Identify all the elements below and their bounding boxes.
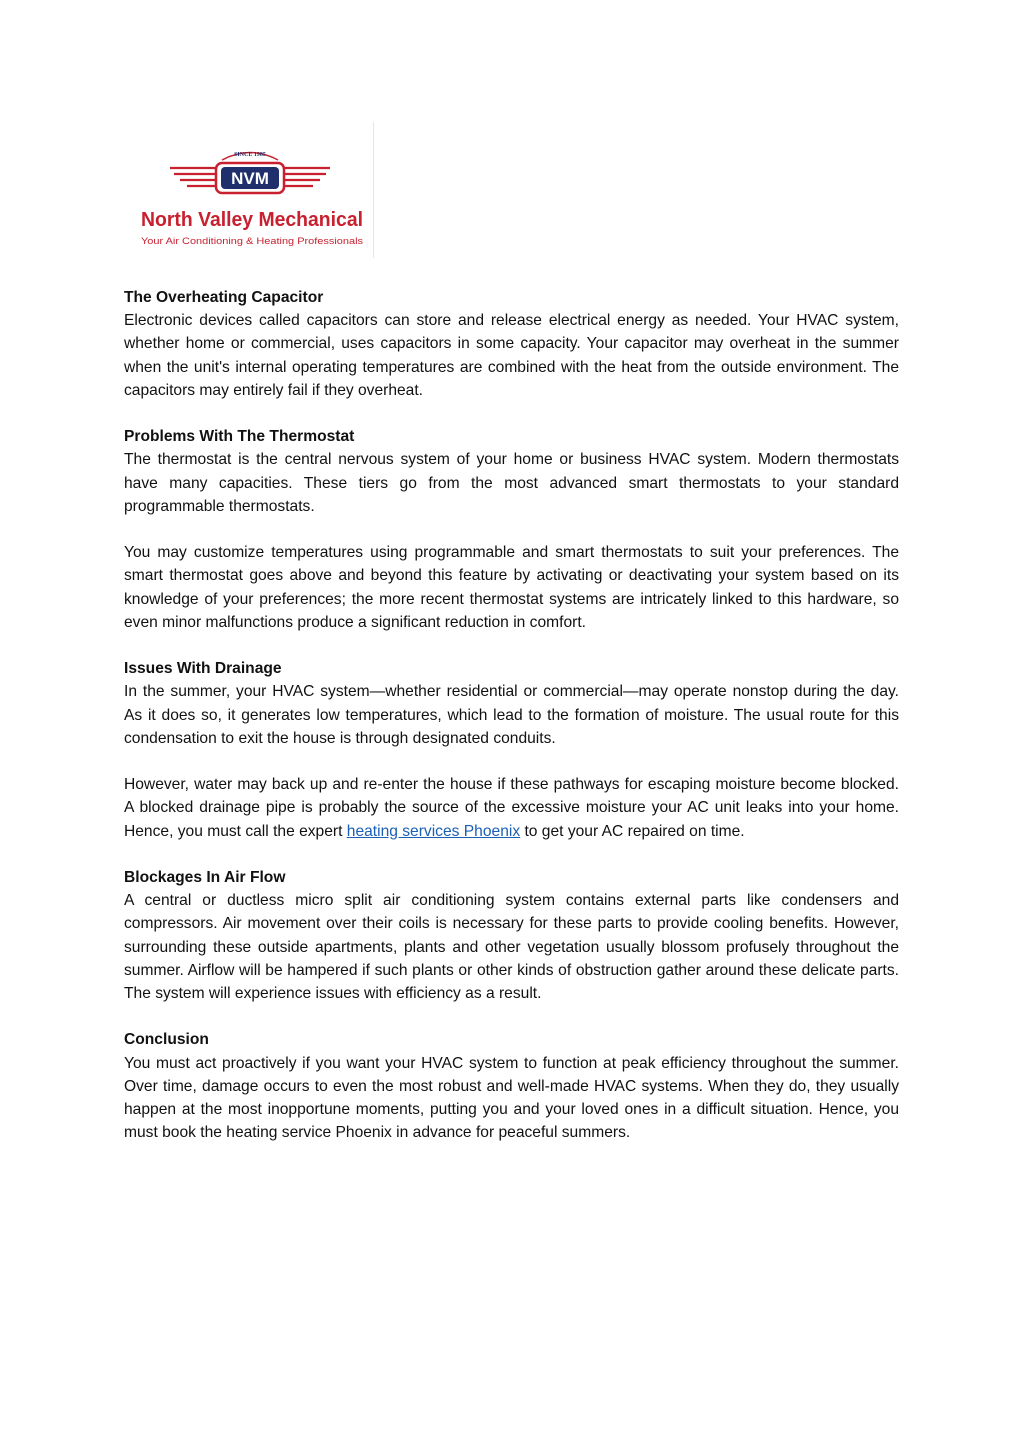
section-thermostat-problems <box>124 425 899 634</box>
company-logo <box>130 120 375 260</box>
section-airflow-blockages <box>124 866 899 1005</box>
section-heading: Blockages In Air Flow <box>124 869 286 886</box>
section-heading: Problems With The Thermostat <box>124 428 355 446</box>
section-heading: Conclusion <box>124 1031 209 1049</box>
section-overheating-capacitor <box>124 286 899 402</box>
section-paragraph: In the summer, your HVAC system—whether residential or commercial—may operate nonstop during the day. As it does so, it generates low temperatures, which lead to the formation of moisture. The usual route for this condensation to exit the house is through designated conduits. <box>124 683 899 747</box>
section-heading: The Overheating Capacitor <box>124 289 324 306</box>
section-paragraph: A central or ductless micro split air conditioning system contains external parts like condensers and compressors. Air movement over their coils is necessary for these parts to provide cooling benefits. However, surrounding these outside apartments, plants and other vegetation usually blossom profusely throughout the summer. Airflow will be hampered if such plants or other kinds of obstruction gather around these delicate parts. The system will experience issues with efficiency as a result. <box>124 892 899 1003</box>
paragraph-text-after-link: to get your AC repaired on time. <box>520 822 745 840</box>
section-heading: Issues With Drainage <box>124 660 282 678</box>
logo-since-text: SINCE 1985 <box>234 152 266 158</box>
section-paragraph: You may customize temperatures using programmable and smart thermostats to suit your preferences. The smart thermostat goes above and beyond this feature by activating or deactivating your system based on its knowledge of your preferences; the more recent thermostat systems are intricately linked to this hardware, so even minor malfunctions produce a significant reduction in comfort. <box>124 544 899 631</box>
section-conclusion <box>124 1028 899 1144</box>
section-paragraph-with-link <box>124 773 899 843</box>
heating-services-phoenix-link[interactable]: heating services Phoenix <box>346 822 521 840</box>
paragraph-text-before-link: However, water may back up and re-enter the house if these pathways for escaping moisture become blocked. A blocked drainage pipe is probably the source of the excessive moisture your AC unit leaks into your home. Hence, you must call the expert <box>124 776 899 840</box>
logo-tagline: Your Air Conditioning & Heating Professionals <box>141 236 364 246</box>
article-body <box>124 286 899 1168</box>
section-paragraph: You must act proactively if you want your HVAC system to function at peak efficiency throughout the summer. Over time, damage occurs to even the most robust and well-made HVAC systems. When they do, they usually happen at the most inopportune moments, putting you and your loved ones in a difficult situation. Hence, you must book the heating service Phoenix in advance for peaceful summers. <box>124 1054 899 1142</box>
section-paragraph: The thermostat is the central nervous system of your home or business HVAC system. Modern thermostats have many capacities. These tiers go from the most advanced smart thermostats to your standard programmable thermostats. <box>124 451 899 515</box>
section-drainage-issues <box>124 657 899 843</box>
section-paragraph: Electronic devices called capacitors can store and release electrical energy as needed. Your HVAC system, whether home or commercial, uses capacitors in some capacity. Your capacitor may overheat in the summer when the unit's internal operating temperatures are combined with the heat from the outside environment. The capacitors may entirely fail if they overheat. <box>124 312 899 399</box>
logo-company-name: North Valley Mechanical <box>141 208 363 231</box>
logo-monogram: NVM <box>231 169 269 188</box>
